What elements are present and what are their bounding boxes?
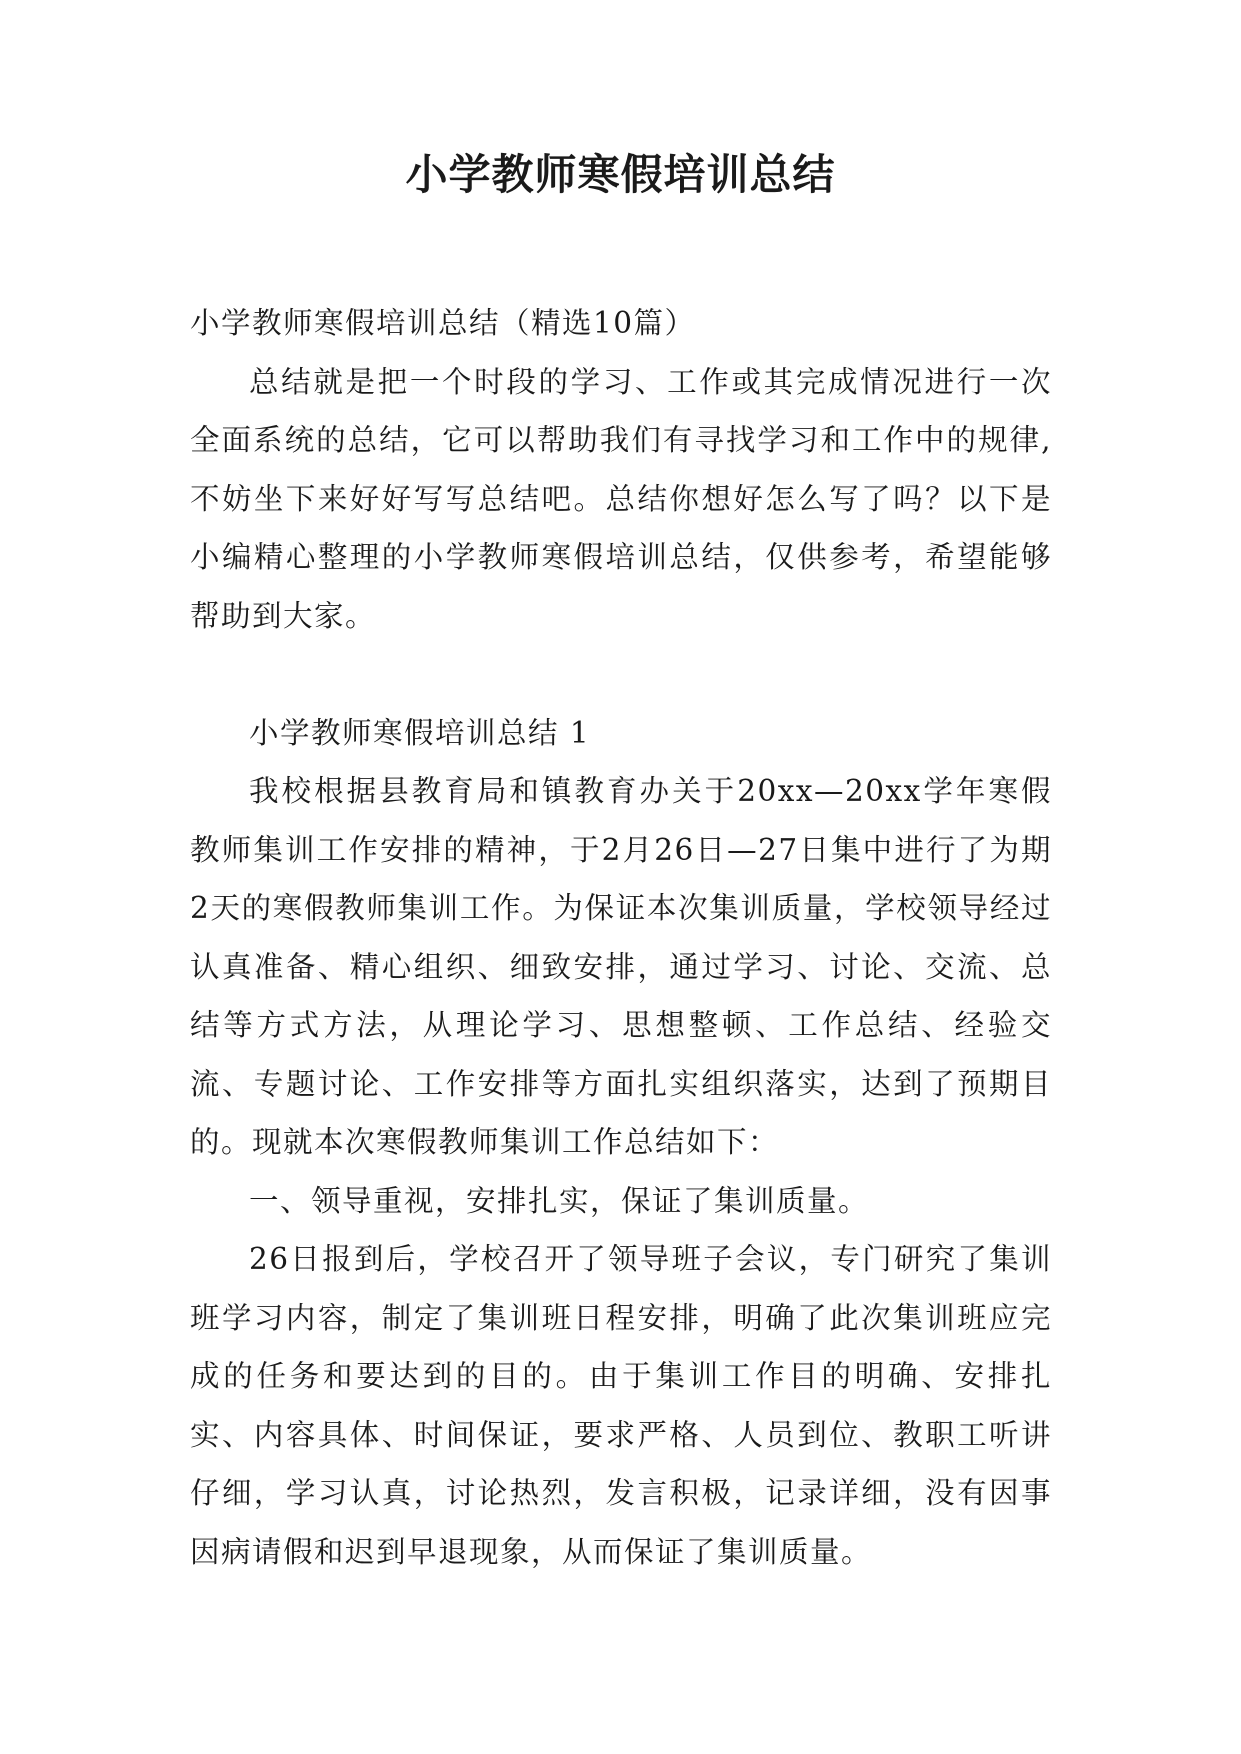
document-title: 小学教师寒假培训总结 <box>405 150 836 199</box>
body-paragraph: 我校根据县教育局和镇教育办关于20xx—20xx学年寒假教师集训工作安排的精神，于2月26日—27日集中进行了为期2天的寒假教师集训工作。为保证本次集训质量，学校领导经过认真准备、精心组织、细致安排，通过学习、讨论、交流、总结等方式方法，从理论学习、思想整顿、工作总结、经验交流、专题讨论、工作安排等方面扎实组织落实，达到了预期目的。现就本次寒假教师集训工作总结如下： <box>190 774 1052 1159</box>
section-heading: 小学教师寒假培训总结 1 <box>249 715 591 750</box>
point-heading: 一、领导重视，安排扎实，保证了集训质量。 <box>249 1183 870 1218</box>
intro-paragraph: 总结就是把一个时段的学习、工作或其完成情况进行一次全面系统的总结，它可以帮助我们有寻找学习和工作中的规律,不妨坐下来好好写写总结吧。总结你想好怎么写了吗？以下是小编精心整理的小学教师寒假培训总结，仅供参考，希望能够帮助到大家。 <box>190 364 1052 633</box>
body-paragraph: 26日报到后，学校召开了领导班子会议，专门研究了集训班学习内容，制定了集训班日程安排，明确了此次集训班应完成的任务和要达到的目的。由于集训工作目的明确、安排扎实、内容具体、时间保证，要求严格、人员到位、教职工听讲仔细，学习认真，讨论热烈，发言积极，记录详细，没有因事因病请假和迟到早退现象，从而保证了集训质量。 <box>190 1242 1052 1569</box>
document-subtitle: 小学教师寒假培训总结（精选10篇） <box>190 306 696 340</box>
document-body <box>190 294 1052 1581</box>
